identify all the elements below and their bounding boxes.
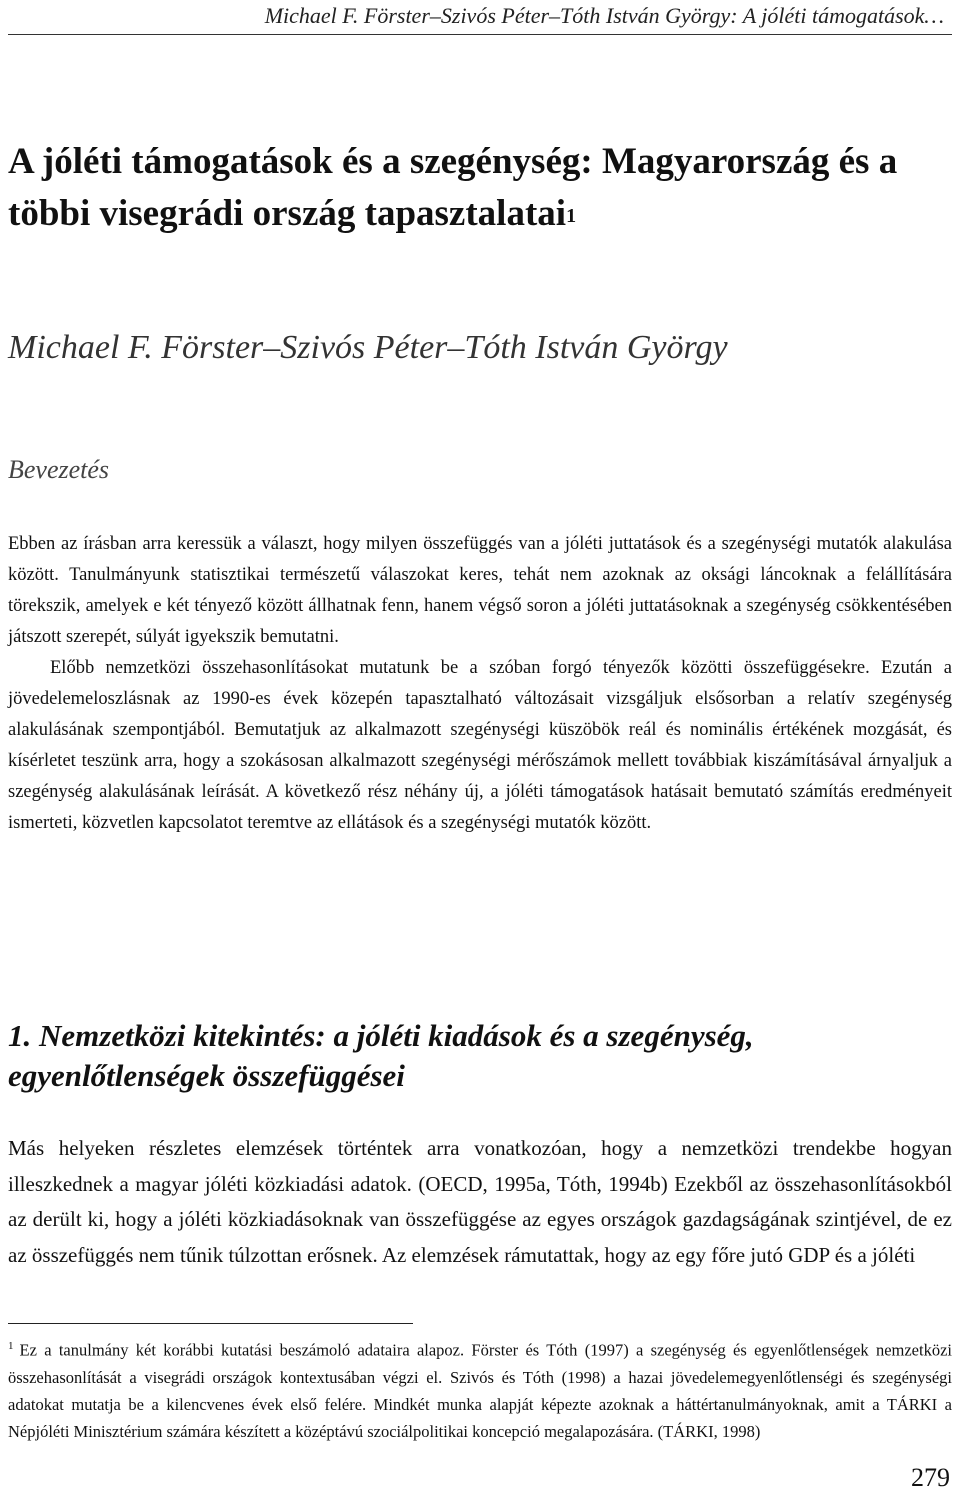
header-rule — [8, 34, 952, 35]
title-footnote-mark[interactable]: 1 — [566, 205, 577, 227]
page-number: 279 — [911, 1463, 950, 1492]
intro-section-body — [8, 529, 952, 839]
document-page — [8, 0, 952, 1500]
footnote-1 — [8, 1333, 952, 1445]
running-head: Michael F. Förster–Szivós Péter–Tóth István György: A jóléti támogatások… — [264, 3, 944, 28]
article-title — [8, 136, 948, 240]
section-1-heading: 1. Nemzetközi kitekintés: a jóléti kiadások és a szegénység, egyenlőtlenségek összefüggései — [8, 1018, 754, 1093]
footnote-rule — [8, 1323, 413, 1324]
footnote-mark: 1 — [8, 1340, 14, 1352]
intro-paragraph-2: Előbb nemzetközi összehasonlításokat mutatunk be a szóban forgó tényezők közötti összefüggésekre. Ezután a jövedelemeloszlásnak az 1990-es évek közepén tapasztalható változásait vizsgáljuk elsősorban a relatív szegénység alakulásának szempontjából. Bemutatjuk az alkalmazott szegénységi küszöbök reál és nominális értékének mozgását, és kísérletet teszünk arra, hogy a szokásosan alkalmazott szegénységi mérőszámok mellett továbbiak kiszámításával árnyaljuk a szegénység alakulásának leírását. A következő rész néhány új, a jóléti támogatások hatásait bemutató számítás eredményeit ismerteti, közvetlen kapcsolatot teremtve az ellátások és a szegénységi mutatók között. — [8, 658, 952, 833]
article-title-text: A jóléti támogatások és a szegénység: Magyarország és a többi visegrádi ország tapasztalatai — [8, 141, 898, 234]
section-1-body — [8, 1131, 952, 1273]
author-line: Michael F. Förster–Szivós Péter–Tóth István György — [8, 329, 728, 366]
footnote-text: Ez a tanulmány két korábbi kutatási beszámoló adataira alapoz. Förster és Tóth (1997) a szegénység és egyenlőtlenségek nemzetközi összehasonlítását a visegrádi országok kontextusában végzi el. Szivós és Tóth (1998) a hazai jövedelemegyenlőtlenségi és szegénységi adatokat mutatja be a kilencvenes évek első felére. Mindkét munka alapját képezte azoknak a háttértanulmányoknak, amit a TÁRKI a Népjóléti Minisztérium számára készített a középtávú szociálpolitikai koncepció megalapozására. (TÁRKI, 1998) — [8, 1340, 952, 1441]
intro-heading: Bevezetés — [8, 455, 110, 484]
intro-paragraph-1: Ebben az írásban arra keressük a választ, hogy milyen összefüggés van a jóléti juttatások és a szegénységi mutatók alakulása között. Tanulmányunk statisztikai természetű válaszokat keres, tehát nem azoknak az oksági láncoknak a felállítására törekszik, amelyek e két tényező között állhatnak fenn, hanem végső soron a jóléti juttatásoknak a szegénység csökkentésében játszott szerepét, súlyát igyekszik bemutatni. — [8, 534, 952, 647]
section-1-paragraph: Más helyeken részletes elemzések történtek arra vonatkozóan, hogy a nemzetközi trendekbe hogyan illeszkednek a magyar jóléti közkiadási adatok. (OECD, 1995a, Tóth, 1994b) Ezekből az összehasonlításokból az derült ki, hogy a jóléti közkiadásoknak van összefüggése az egyes országok gazdagságának szintjével, de ez az összefüggés nem tűnik túlzottan erősnek. Az elemzések rámutattak, hogy az egy főre jutó GDP és a jóléti — [8, 1136, 952, 1267]
